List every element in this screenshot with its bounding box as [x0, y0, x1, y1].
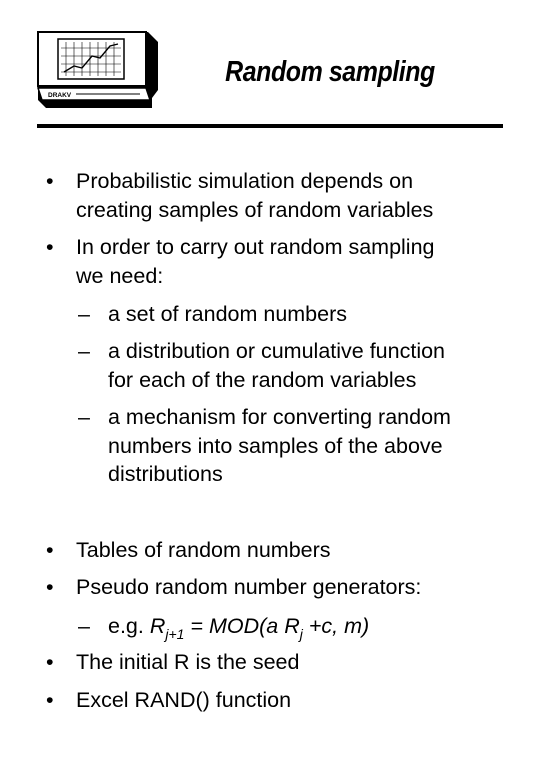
- formula-subscript: j: [299, 626, 303, 642]
- sub-bullet-text: for each of the random variables: [108, 367, 417, 392]
- formula-prefix: e.g.: [108, 614, 150, 638]
- formula-subscript: j+1: [165, 626, 185, 642]
- logo-label: DRAKV: [48, 92, 72, 99]
- bullet-text: Tables of random numbers: [76, 538, 331, 562]
- bullet-item: [46, 686, 496, 715]
- formula-mid: = MOD(a R: [184, 614, 300, 638]
- bullet-item: [46, 536, 496, 565]
- bullet-marker: •: [46, 650, 54, 674]
- sub-bullet-text: a set of random numbers: [108, 302, 348, 326]
- sub-bullet-item: [78, 612, 508, 649]
- bullet-text: creating samples of random variables: [76, 197, 434, 222]
- bullet-text: Probabilistic simulation depends on: [76, 169, 414, 193]
- bullet-text: The initial R is the seed: [76, 650, 300, 674]
- bullet-marker: •: [46, 169, 54, 193]
- bullet-item: [46, 167, 496, 224]
- formula-suffix: +c, m): [302, 614, 370, 638]
- bullet-text: we need:: [76, 263, 164, 288]
- sub-bullet-text: distributions: [108, 462, 223, 486]
- sub-bullet-item: [78, 337, 508, 394]
- formula-text: [108, 612, 508, 649]
- sub-bullet-item: [78, 403, 508, 489]
- dash-marker: –: [78, 405, 90, 429]
- bullet-item: [46, 648, 496, 677]
- slide-title: Random sampling: [225, 56, 435, 88]
- formula-r: R: [149, 614, 166, 638]
- bullet-text: Pseudo random number generators:: [76, 575, 422, 599]
- bullet-item: [46, 573, 496, 602]
- title-divider: [37, 124, 503, 128]
- bullet-marker: •: [46, 235, 54, 259]
- computer-chart-logo-icon: [36, 30, 158, 110]
- sub-bullet-text: a distribution or cumulative function: [108, 339, 446, 363]
- dash-marker: –: [78, 339, 90, 363]
- bullet-marker: •: [46, 538, 54, 562]
- sub-bullet-text: numbers into samples of the above: [108, 433, 443, 458]
- bullet-text: In order to carry out random sampling: [76, 235, 435, 259]
- bullet-item: [46, 233, 496, 290]
- dash-marker: –: [78, 614, 90, 638]
- bullet-marker: •: [46, 575, 54, 599]
- sub-bullet-item: [78, 300, 508, 329]
- bullet-marker: •: [46, 688, 54, 712]
- bullet-text: Excel RAND() function: [76, 688, 292, 712]
- sub-bullet-text: a mechanism for converting random: [108, 405, 451, 429]
- dash-marker: –: [78, 302, 90, 326]
